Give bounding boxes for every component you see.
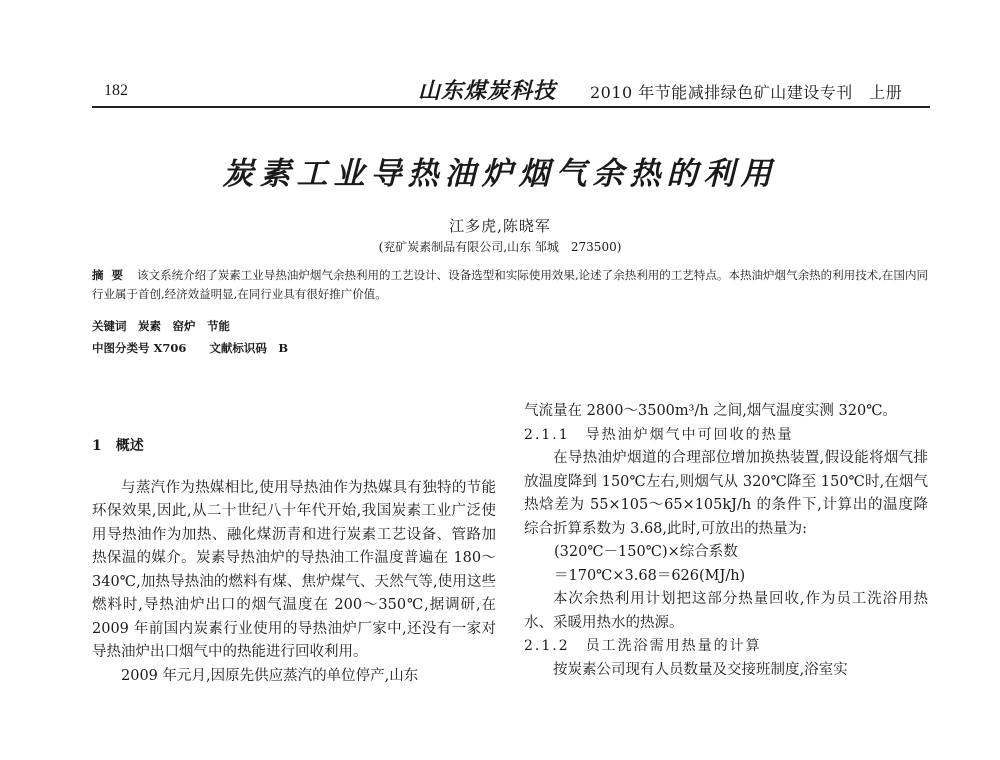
article-title: 炭素工业导热油炉烟气余热的利用 xyxy=(222,156,778,192)
paragraph: 本次余热利用计划把这部分热量回收,作为员工洗浴用热水、采暖用热水的热源。 xyxy=(524,591,928,631)
formula-line: ＝170℃×3.68＝626(MJ/h) xyxy=(554,567,746,584)
abstract-text: 该文系统介绍了炭素工业导热油炉烟气余热利用的工艺设计、设备选型和实际使用效果,论述了余热利用的工艺特点。本热油炉烟气余热的利用技术,在国内同行业属于首创,经济效益明显,在同行业具有很好推广价值。 xyxy=(92,268,929,301)
paragraph: 按炭素公司现有人员数量及交接班制度,浴室实 xyxy=(553,661,848,678)
journal-name: 山东煤炭科技 xyxy=(418,78,557,104)
section-heading-overview: 1 概述 xyxy=(92,438,144,454)
author-affiliation: (兖矿炭素制品有限公司,山东 邹城 273500) xyxy=(378,240,622,254)
header-rule xyxy=(92,106,930,108)
right-column xyxy=(524,400,928,682)
paragraph: 在导热油炉烟道的合理部位增加换热装置,假设能将烟气排放温度降到 150℃左右,则烟气从 320℃降至 150℃时,在烟气热焓差为 55×105～65×105kJ/h 的条件下,计算出的温度降综合折算系数为 3.68,此时,可放出的热量为: xyxy=(524,450,928,537)
subsection-heading: 2.1.1 导热油炉烟气中可回收的热量 xyxy=(524,426,794,443)
formula-line: (320℃－150℃)×综合系数 xyxy=(554,544,738,560)
abstract xyxy=(92,266,928,304)
subsection-heading: 2.1.2 员工洗浴需用热量的计算 xyxy=(524,638,762,654)
classification: 中图分类号 X706 文献标识码 B xyxy=(92,341,289,355)
page-number: 182 xyxy=(104,82,128,99)
paragraph-continued: 气流量在 2800～3500m³/h 之间,烟气温度实测 320℃。 xyxy=(524,403,897,419)
issue-label: 2010 年节能减排绿色矿山建设专刊 上册 xyxy=(590,83,903,102)
keywords: 关键词 炭素 窑炉 节能 xyxy=(92,319,230,333)
paragraph: 2009 年元月,因原先供应蒸汽的单位停产,山东 xyxy=(121,667,419,684)
abstract-label: 摘要 xyxy=(92,268,132,282)
left-column xyxy=(92,435,496,688)
paragraph: 与蒸汽作为热媒相比,使用导热油作为热媒具有独特的节能环保效果,因此,从二十世纪八十年代开始,我国炭素工业广泛使用导热油作为加热、融化煤沥青和进行炭素工艺设备、管路加热保温的媒介。炭素导热油炉的导热油工作温度普遍在 180～340℃,加热导热油的燃料有煤、焦炉煤气、天然气等,使用这些燃料时,导热油炉出口的烟气温度在 200～350℃,据调研,在 2009 年前国内炭素行业使用的导热油炉厂家中,还没有一家对导热油炉出口烟气中的热能进行回收利用。 xyxy=(92,479,496,660)
article-authors: 江多虎,陈晓军 xyxy=(449,217,551,235)
